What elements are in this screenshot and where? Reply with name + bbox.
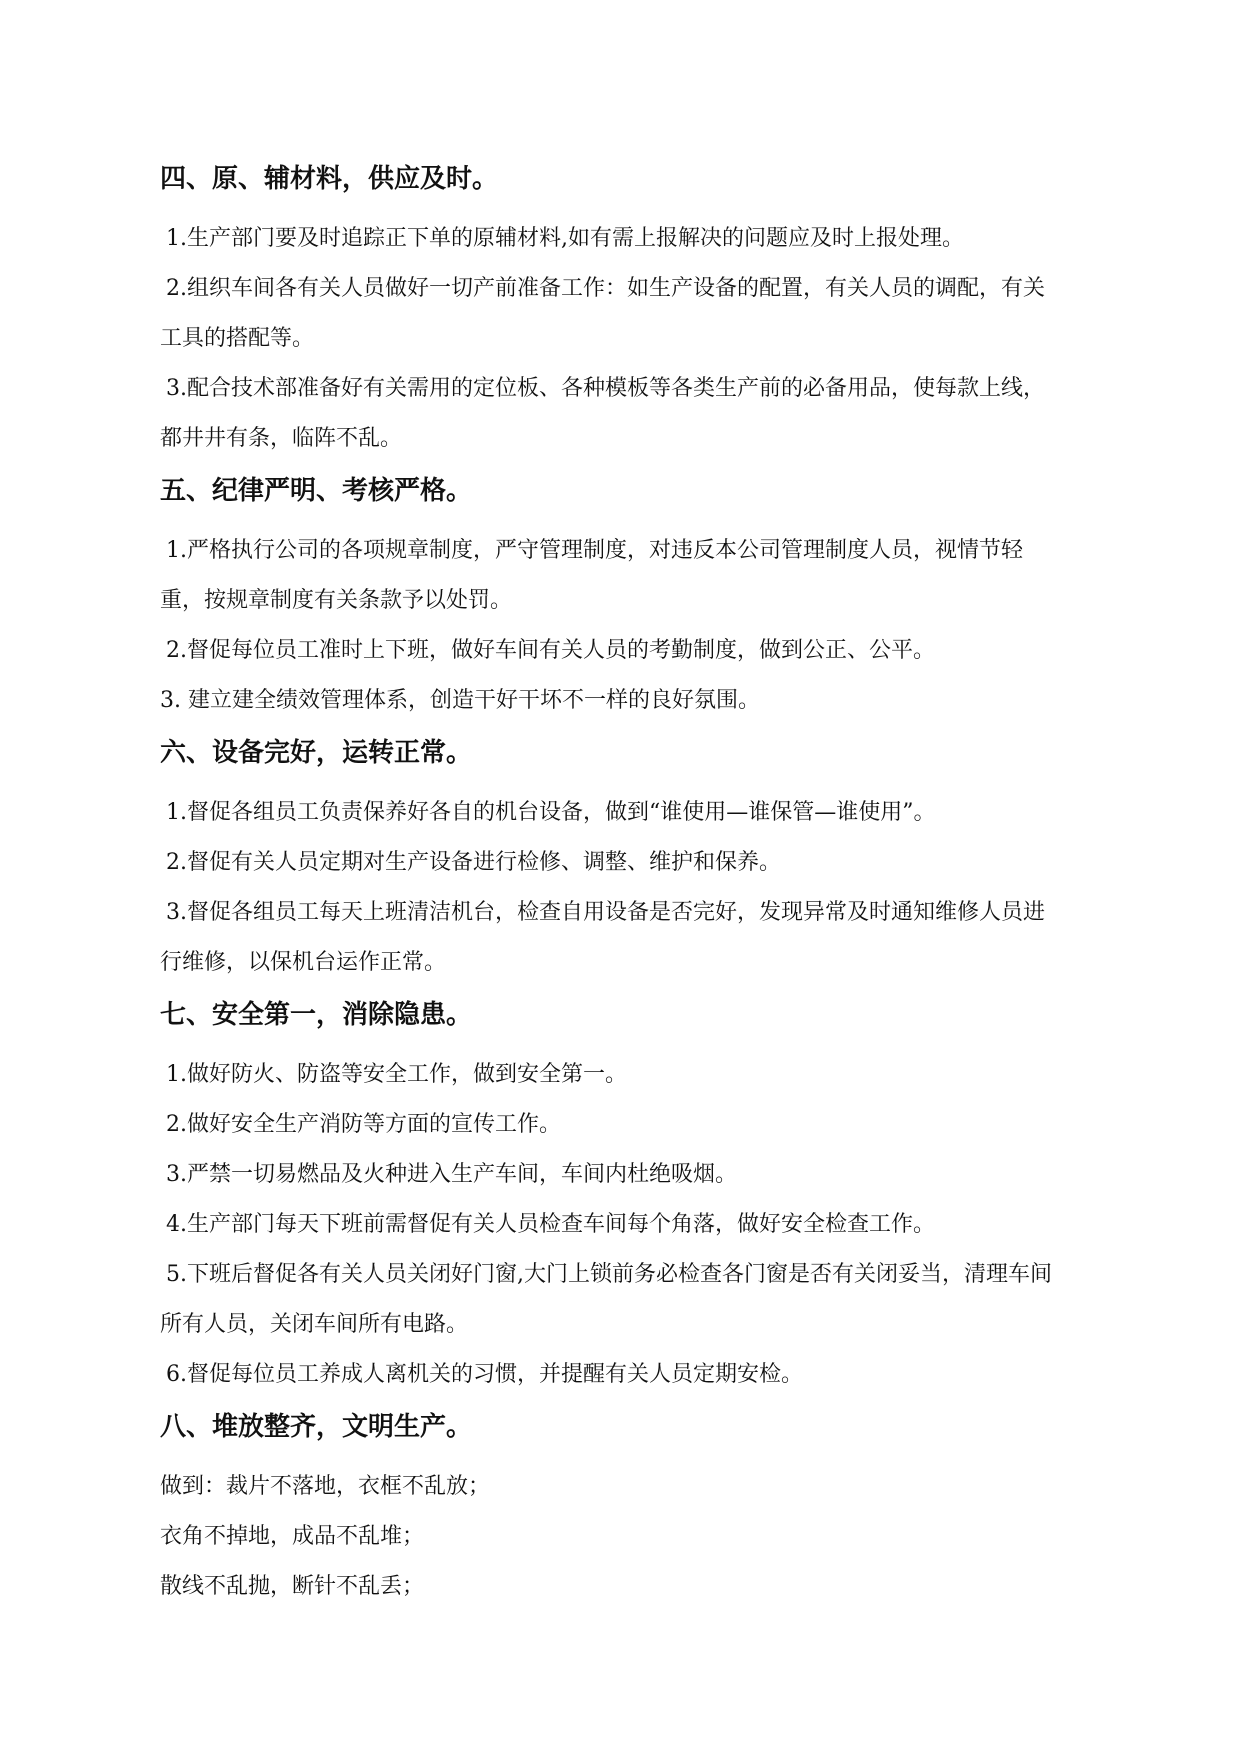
paragraph: 2.督促有关人员定期对生产设备进行检修、调整、维护和保养。: [166, 850, 781, 875]
paragraph: 3.督促各组员工每天上班清洁机台，检查自用设备是否完好，发现异常及时通知维修人员进行维修，以保机台运作正常。: [160, 900, 1045, 975]
section-eight: [160, 1410, 1060, 1612]
paragraph: 3.严禁一切易燃品及火种进入生产车间，车间内杜绝吸烟。: [166, 1162, 737, 1187]
paragraph: 3.配合技术部准备好有关需用的定位板、各种模板等各类生产前的必备用品，使每款上线，都井井有条，临阵不乱。: [160, 376, 1045, 451]
paragraph: 4.生产部门每天下班前需督促有关人员检查车间每个角落，做好安全检查工作。: [166, 1212, 935, 1237]
section-heading: 四、原、辅材料，供应及时。: [160, 164, 499, 194]
paragraph: 散线不乱抛，断针不乱丢；: [160, 1574, 425, 1599]
paragraph: 2.组织车间各有关人员做好一切产前准备工作：如生产设备的配置，有关人员的调配，有关工具的搭配等。: [160, 276, 1045, 351]
paragraph: 1.生产部门要及时追踪正下单的原辅材料,如有需上报解决的问题应及时上报处理。: [166, 226, 964, 251]
paragraph: 5.下班后督促各有关人员关闭好门窗,大门上锁前务必检查各门窗是否有关闭妥当，清理车间所有人员，关闭车间所有电路。: [160, 1262, 1052, 1337]
section-heading: 七、安全第一，消除隐患。: [160, 1000, 473, 1030]
paragraph: 2.做好安全生产消防等方面的宣传工作。: [166, 1112, 561, 1137]
section-seven: [160, 998, 1060, 1400]
section-heading: 五、纪律严明、考核严格。: [160, 476, 473, 506]
paragraph: 做到：裁片不落地，衣框不乱放；: [160, 1474, 491, 1499]
section-six: [160, 736, 1060, 988]
paragraph: 3. 建立建全绩效管理体系，创造干好干坏不一样的良好氛围。: [160, 688, 760, 713]
section-heading: 八、堆放整齐，文明生产。: [160, 1412, 473, 1442]
paragraph: 1.严格执行公司的各项规章制度，严守管理制度，对违反本公司管理制度人员，视情节轻重，按规章制度有关条款予以处罚。: [160, 538, 1023, 613]
paragraph: 衣角不掉地，成品不乱堆；: [160, 1524, 425, 1549]
paragraph: 1.做好防火、防盗等安全工作，做到安全第一。: [166, 1062, 627, 1087]
document-body: [160, 162, 1060, 1612]
paragraph: 6.督促每位员工养成人离机关的习惯，并提醒有关人员定期安检。: [166, 1362, 803, 1387]
section-five: [160, 474, 1060, 726]
section-heading: 六、设备完好，运转正常。: [160, 738, 473, 768]
paragraph: 1.督促各组员工负责保养好各自的机台设备，做到“谁使用—谁保管—谁使用”。: [166, 800, 936, 825]
section-four: [160, 162, 1060, 464]
paragraph: 2.督促每位员工准时上下班，做好车间有关人员的考勤制度，做到公正、公平。: [166, 638, 935, 663]
